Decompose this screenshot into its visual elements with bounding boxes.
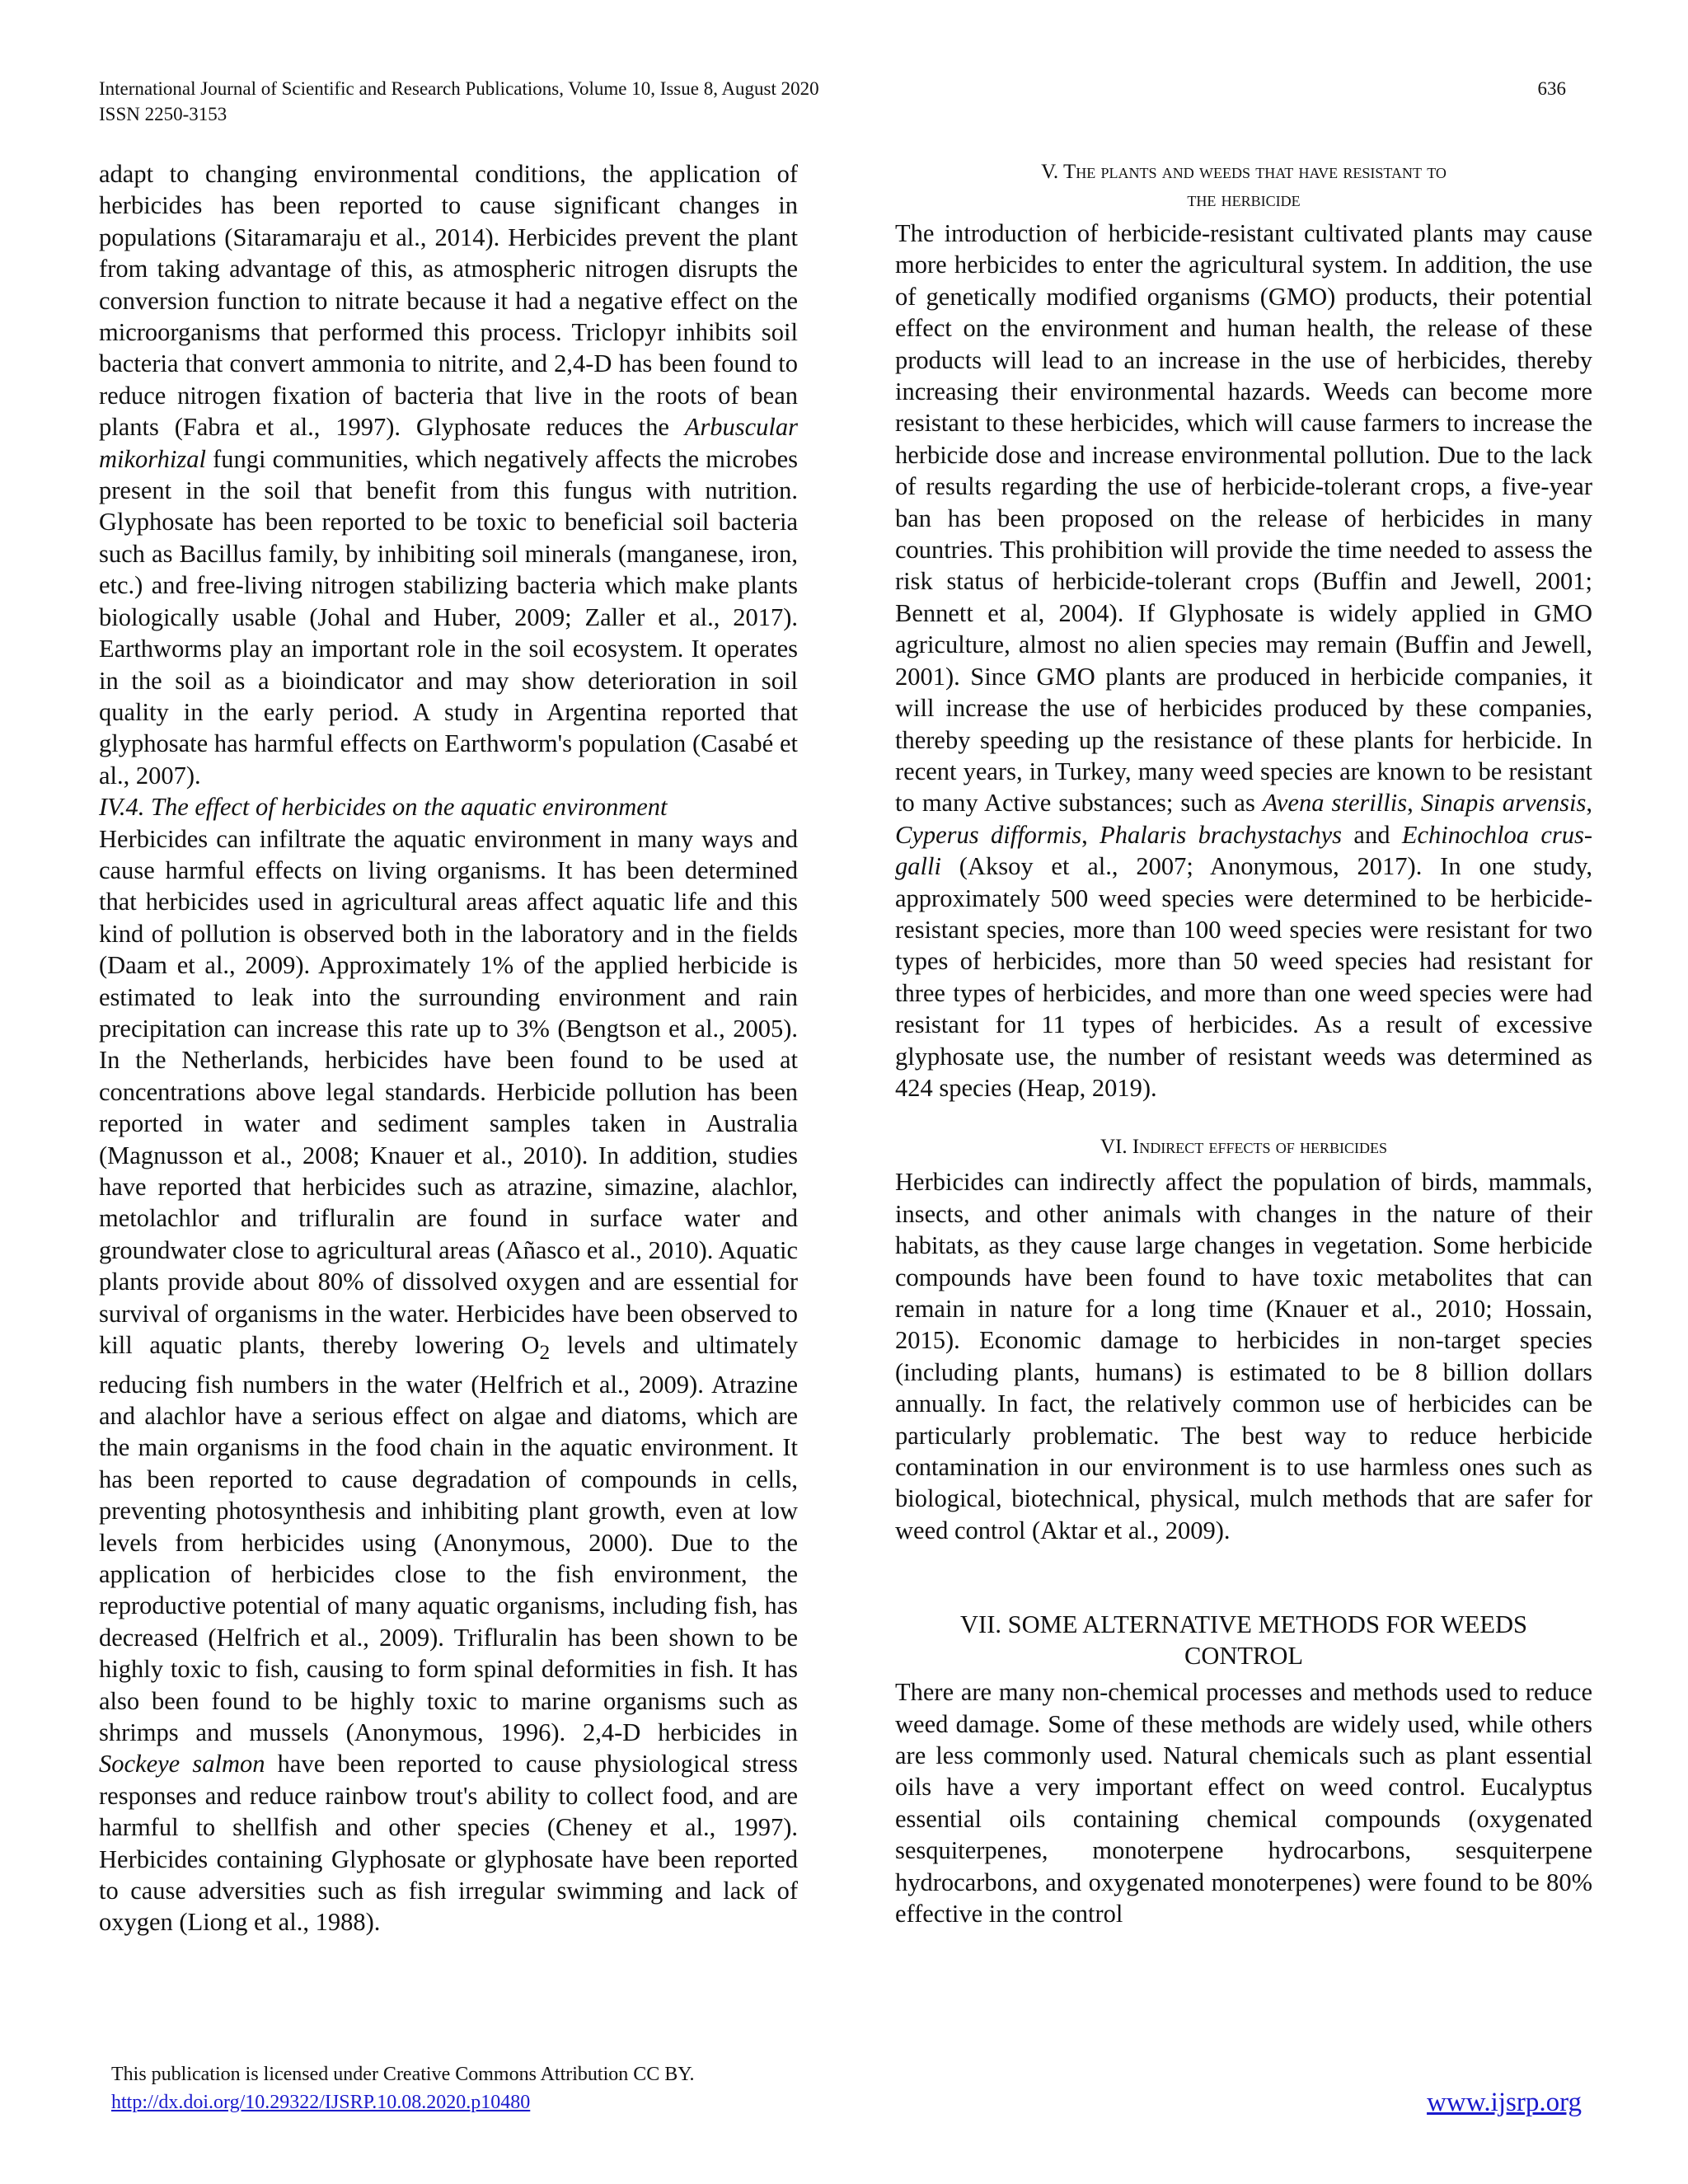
species-name: Sockeye salmon	[99, 1750, 265, 1779]
paragraph-alternative: There are many non-chemical processes and methods used to reduce weed damage. Some of these methods are widely used, while others are less commonly used. Natural chemicals such as plant essential oils have a very important effect on weed control. Eucalyptus essential oils containing chemical compounds (oxygenated sesquiterpenes, monoterpene hydrocarbons, sesquiterpene hydrocarbons, and oxygenated monoterpenes) were found to be 80% effective in the control	[895, 1678, 1592, 1929]
species-name: Arbuscular mikorhizal	[99, 413, 799, 473]
right-column	[895, 158, 1592, 1930]
paragraph-aquatic: Herbicides can infiltrate the aquatic environment in many ways and cause harmful effects on living organisms. It has been determined that herbicides used in agricultural areas affect aquatic life and this kind of pollution is observed both in the laboratory and in the fields (Daam et al., 2009). Approximately 1% of the applied herbicide is estimated to leak into the surrounding environment and rain precipitation can increase this rate up to 3% (Bengtson et al., 2005). In the Netherlands, herbicides have been found to be used at concentrations above legal standards. Herbicide pollution has been reported in water and sediment samples taken in Australia (Magnusson et al., 2008; Knauer et al., 2010). In addition, studies have reported that herbicides such as atrazine, simazine, alachlor, metolachlor and trifluralin are found in surface water and groundwater close to agricultural areas (Añasco et al., 2010). Aquatic plants provide about 80% of dissolved oxygen and are essential for survival of organisms in the water. Herbicides have been observed to kill aquatic plants, thereby lowering $O_2$ levels and ultimately reducing fish numbers in the water (Helfrich et al., 2009). Atrazine and alachlor have a serious effect on algae and diatoms, which are the main organisms in the food chain in the aquatic environment. It has been reported to cause degradation of compounds in cells, preventing photosynthesis and inhibiting plant growth, even at low levels from herbicides using (Anonymous, 2000). Due to the application of herbicides close to the fish environment, the reproductive potential of many aquatic organisms, including fish, has decreased (Helfrich et al., 2009). Trifluralin has been shown to be highly toxic to fish, causing to form spinal deformities in fish. It has also been found to be highly toxic to marine organisms such as shrimps and mussels (Anonymous, 1996). 2,4-D herbicides in Sockeye salmon have been reported to cause physiological stress responses and reduce rainbow trout's ability to collect food, and are harmful to shellfish and other species (Cheney et al., 1997). Herbicides containing Glyphosate or glyphosate have been reported to cause adversities such as fish irregular swimming and lack of oxygen (Liong et al., 1988).	[99, 824, 798, 1937]
paragraph-resistance: The introduction of herbicide-resistant cultivated plants may cause more herbicides to enter the agricultural system. In addition, the use of genetically modified organisms (GMO) products, their potential effect on the environment and human health, the release of these products will lead to an increase in the use of herbicides, thereby increasing their environmental hazards. Weeds can become more resistant to these herbicides, which will cause farmers to increase the herbicide dose and increase environmental pollution. Due to the lack of results regarding the use of herbicide-tolerant crops, a five-year ban has been proposed on the release of herbicides in many countries. This prohibition will provide the time needed to assess the risk status of herbicide-tolerant crops (Buffin and Jewell, 2001; Bennett et al, 2004). If Glyphosate is widely applied in GMO agriculture, almost no alien species may remain (Buffin and Jewell, 2001). Since GMO plants are produced in herbicide companies, it will increase the use of herbicides produced by these companies, thereby speeding up the resistance of these plants for herbicide. In recent years, in Turkey, many weed species are known to be resistant to many Active substances; such as Avena sterillis, Sinapis arvensis, Cyperus difformis, Phalaris brachystachys and Echinochloa crus-galli (Aksoy et al., 2007; Anonymous, 2017). In one study, approximately 500 weed species were determined to be herbicide-resistant species, more than 100 weed species were resistant for two types of herbicides, more than 50 weed species had resistant for three types of herbicides, and more than one weed species were had resistant for 11 types of herbicides. As a result of excessive glyphosate use, the number of resistant weeds was determined as 424 species (Heap, 2019).	[895, 219, 1593, 1102]
section-heading-v: V. The plants and weeds that have resistant to the herbicide	[1041, 161, 1447, 211]
section-heading-vii: VII. SOME ALTERNATIVE METHODS FOR WEEDS CONTROL	[960, 1610, 1527, 1671]
page-number: 636	[1537, 78, 1566, 99]
license-text: This publication is licensed under Creative Commons Attribution CC BY.	[111, 2064, 695, 2085]
journal-title: International Journal of Scientific and Research Publications, Volume 10, Issue 8, August 2020	[99, 78, 819, 99]
left-column	[99, 158, 798, 1938]
doi-link[interactable]: http://dx.doi.org/10.29322/IJSRP.10.08.2020.p10480	[111, 2092, 531, 2113]
page-footer	[111, 2060, 1595, 2116]
paragraph-indirect: Herbicides can indirectly affect the population of birds, mammals, insects, and other animals with changes in the nature of their habitats, as they cause large changes in vegetation. Some herbicide compounds have been found to have toxic metabolites that can remain in nature for a long time (Knauer et al., 2010; Hossain, 2015). Economic damage to herbicides in non-target species (including plants, humans) is estimated to be 8 billion dollars annually. In fact, the relatively common use of herbicides can be particularly problematic. The best way to reduce herbicide contamination in our environment is to use harmless ones such as biological, biotechnical, physical, mulch methods that are safer for weed control (Aktar et al., 2009).	[895, 1168, 1592, 1544]
issn: ISSN 2250-3153	[99, 104, 227, 124]
page-header	[99, 76, 1566, 127]
paragraph-soil-effects: adapt to changing environmental conditions, the application of herbicides has been reported to cause significant changes in populations (Sitaramaraju et al., 2014). Herbicides prevent the plant from taking advantage of this, as atmospheric nitrogen disrupts the conversion function to nitrate because it had a negative effect on the microorganisms that performed this process. Triclopyr inhibits soil bacteria that convert ammonia to nitrite, and 2,4-D has been found to reduce nitrogen fixation of bacteria that live in the roots of bean plants (Fabra et al., 1997). Glyphosate reduces the Arbuscular mikorhizal fungi communities, which negatively affects the microbes present in the soil that benefit from this fungus with nutrition. Glyphosate has been reported to be toxic to beneficial soil bacteria such as Bacillus family, by inhibiting soil minerals (manganese, iron, etc.) and free-living nitrogen stabilizing bacteria which make plants biologically usable (Johal and Huber, 2009; Zaller et al., 2017). Earthworms play an important role in the soil ecosystem. It operates in the soil as a bioindicator and may show deterioration in soil quality in the early period. A study in Argentina reported that glyphosate has harmful effects on Earthworm's population (Casabé et al., 2007).	[99, 160, 799, 790]
subheading-aquatic: IV.4. The effect of herbicides on the aquatic environment	[99, 793, 668, 822]
section-heading-vi: VI. Indirect effects of herbicides	[1100, 1136, 1387, 1159]
site-link[interactable]: www.ijsrp.org	[1427, 2088, 1582, 2117]
